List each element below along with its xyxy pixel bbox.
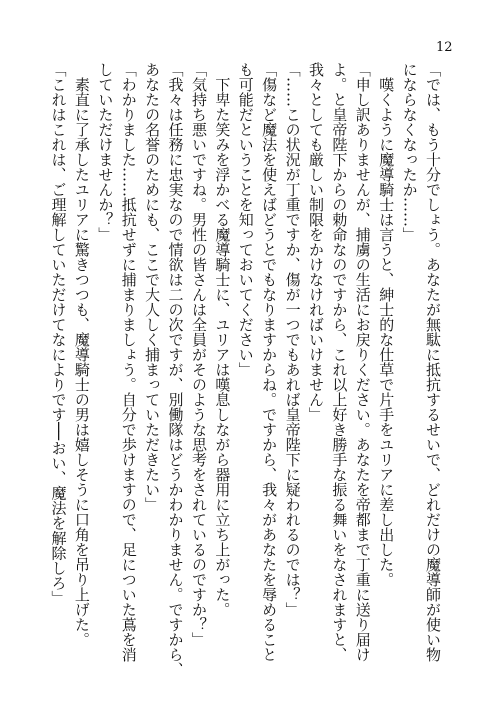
text-line: 「では、もう十分でしょう。あなたが無駄に抵抗するせいで、どれだけの魔導師が使い物 <box>424 62 442 662</box>
text-line: 下卑た笑みを浮かべる魔導騎士に、ユリアは嘆息しながら器用に立ち上がった。 <box>213 62 232 617</box>
text-line: 「傷など魔法を使えばどうとでもなりますからね。ですから、我々があなたを辱めること <box>260 62 279 662</box>
text-line: あなたの名誉のためにも、ここで大人しく捕まっていただきたい」 <box>143 62 162 512</box>
text-line: 「申し訳ありませんが、捕虜の生活にお戻りください。あなたを帝都まで丁重に送り届け <box>353 62 372 662</box>
text-line: 「我々は任務に忠実なので情欲は二の次ですが、別働隊はどうかわかりません。ですから、 <box>166 62 185 677</box>
text-line: 「……この状況が丁重ですか、傷が一つでもあれば皇帝陛下に疑われるのでは？」 <box>283 62 302 617</box>
text-line: 「これはこれは、ご理解していただけてなによりです──おい、魔法を解除しろ」 <box>49 62 68 606</box>
page-number: 12 <box>436 40 453 55</box>
text-line: 「気持ち悪いですね。男性の皆さんは全員がそのような思考をされているのですか？」 <box>189 62 208 647</box>
text-line: 「わかりました……抵抗せずに捕まりましょう。自分で歩けますので、足についた蔦を消 <box>119 62 138 662</box>
text-line: になら​なくなったか……」 <box>400 62 419 242</box>
text-line: も可能だということを知っておいてください」 <box>236 62 255 377</box>
text-line: よ。と皇帝陛下からの勅命なのですから、これ以上好き勝手な振る舞いをなされますと、 <box>330 62 349 662</box>
text-line: 我々としても厳しい制限をかけなければいけません」 <box>306 62 325 422</box>
text-line: 素直に了承したユリアに驚きつつも、魔導騎士の男は嬉しそうに口角を吊り上げた。 <box>72 62 91 647</box>
text-line: していただけませんか？」 <box>96 62 115 242</box>
text-line: 嘆くように魔導騎士は言うと、紳士的な仕草で片手をユリアに差し出した。 <box>377 62 396 587</box>
vertical-text-body <box>44 62 444 682</box>
